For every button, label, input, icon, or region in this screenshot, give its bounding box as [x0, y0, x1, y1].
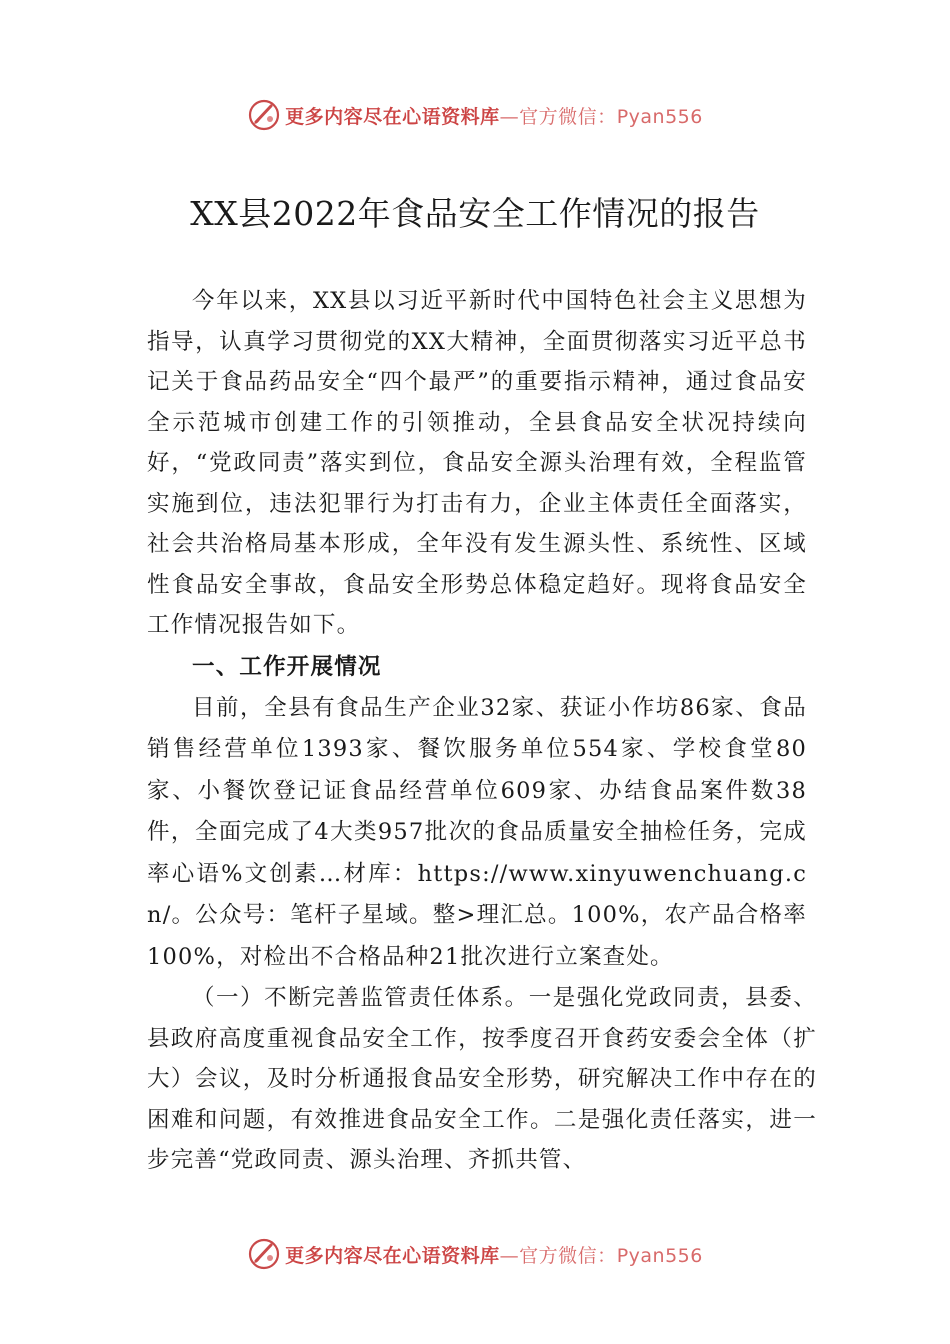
- document-body: [147, 281, 817, 1181]
- brush-logo-icon: [247, 1237, 281, 1271]
- header-banner: [0, 95, 950, 135]
- banner-text: 更多内容尽在心语资料库—官方微信：Pyan556: [285, 1244, 703, 1267]
- document-title: XX县2022年食品安全工作情况的报告: [190, 194, 760, 233]
- section-paragraph: （一）不断完善监管责任体系。一是强化党政同责，县委、县政府高度重视食品安全工作，按季度召开食药安委会全体（扩大）会议，及时分析通报食品安全形势，研究解决工作中存在的困难和问题，有效推进食品安全工作。二是强化责任落实，进一步完善“党政同责、源头治理、齐抓共管、: [147, 985, 817, 1173]
- section-heading: 一、工作开展情况: [192, 653, 382, 680]
- footer-banner: [0, 1234, 950, 1274]
- intro-paragraph: 今年以来，XX县以习近平新时代中国特色社会主义思想为指导，认真学习贯彻党的XX大精神，全面贯彻落实习近平总书记关于食品药品安全“四个最严”的重要指示精神，通过食品安全示范城市创建工作的引领推动，全县食品安全状况持续向好，“党政同责”落实到位，食品安全源头治理有效，全程监管实施到位，违法犯罪行为打击有力，企业主体责任全面落实，社会共治格局基本形成，全年没有发生源头性、系统性、区域性食品安全事故，食品安全形势总体稳定趋好。现将食品安全工作情况报告如下。: [147, 288, 807, 638]
- banner-text: 更多内容尽在心语资料库—官方微信：Pyan556: [285, 105, 703, 128]
- stats-paragraph: 目前，全县有食品生产企业32家、获证小作坊86家、食品销售经营单位1393家、餐饮服务单位554家、学校食堂80家、小餐饮登记证食品经营单位609家、办结食品案件数38件，全面完成了4大类957批次的食品质量安全抽检任务，完成率心语%文创素…材库：https://www.xinyuwenchuang.cn/。公众号：笔杆子星域。整>理汇总。100%，农产品合格率100%，对检出不合格品种21批次进行立案查处。: [147, 694, 807, 970]
- brush-logo-icon: [247, 98, 281, 132]
